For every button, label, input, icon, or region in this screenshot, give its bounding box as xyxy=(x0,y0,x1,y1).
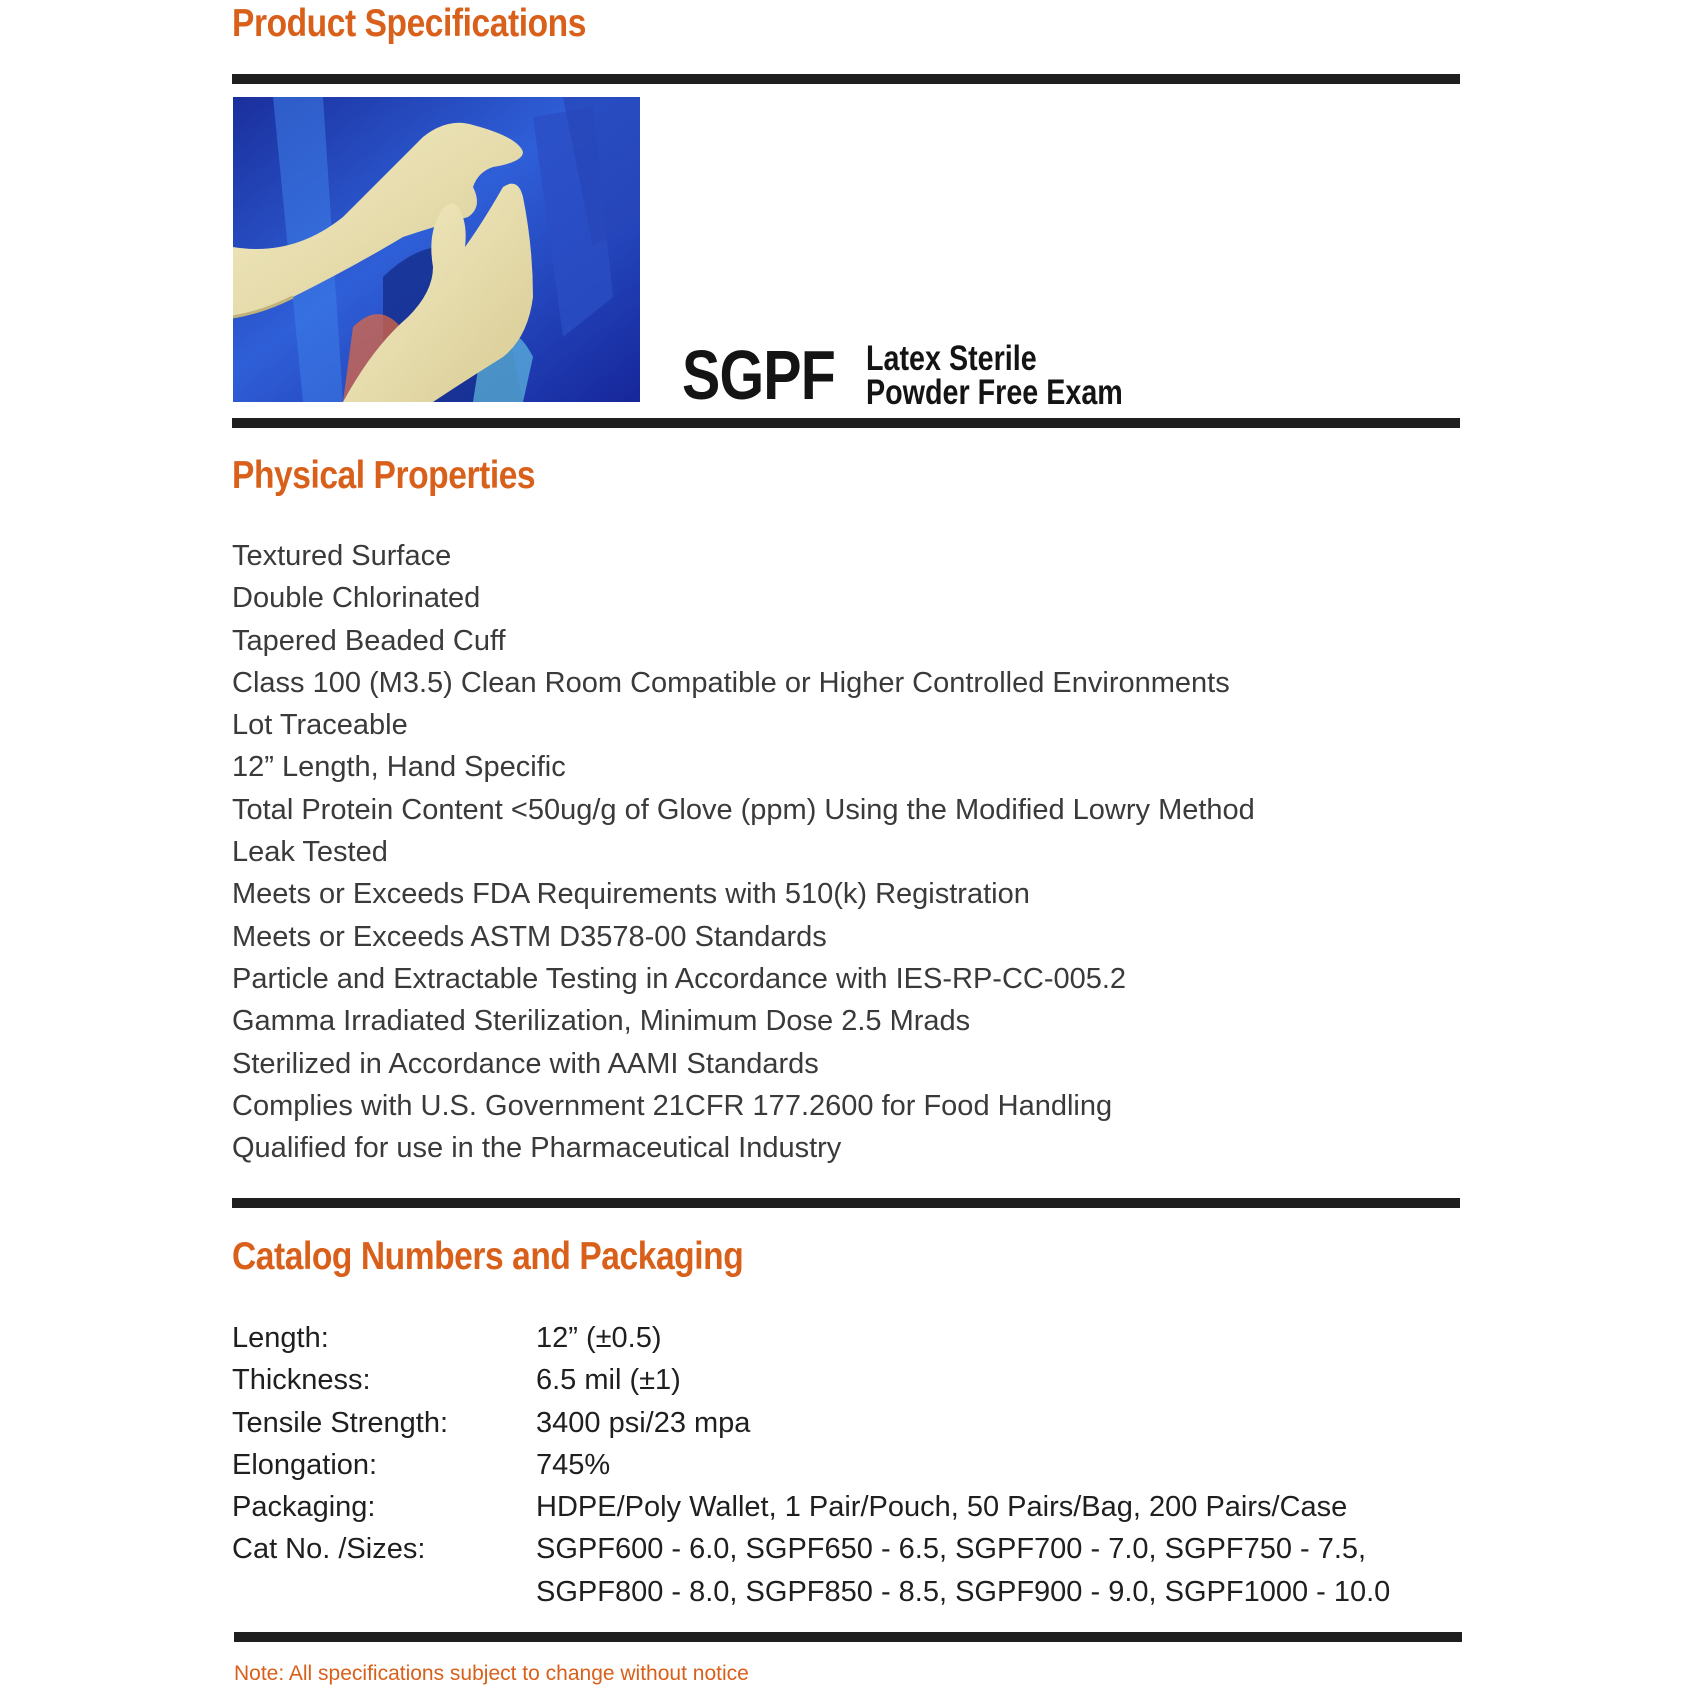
list-item: Meets or Exceeds ASTM D3578-00 Standards xyxy=(232,920,827,953)
list-item: Particle and Extractable Testing in Accordance with IES-RP-CC-005.2 xyxy=(232,962,1127,995)
table-row xyxy=(232,1444,1390,1486)
table-row xyxy=(232,1528,1390,1613)
list-item: Textured Surface xyxy=(232,540,452,572)
divider-header-bottom xyxy=(232,418,1460,428)
product-name xyxy=(866,339,1123,413)
spec-label: Length: xyxy=(232,1322,329,1354)
table-row xyxy=(232,1402,1390,1444)
spec-label: Elongation: xyxy=(232,1448,378,1481)
list-item: Qualified for use in the Pharmaceutical Industry xyxy=(232,1132,842,1165)
list-item: Complies with U.S. Government 21CFR 177.2600 for Food Handling xyxy=(232,1089,1113,1122)
divider-top xyxy=(232,74,1460,84)
list-item: Total Protein Content <50ug/g of Glove (ppm) Using the Modified Lowry Method xyxy=(232,793,1255,826)
spec-value: HDPE/Poly Wallet, 1 Pair/Pouch, 50 Pairs/Bag, 200 Pairs/Case xyxy=(536,1491,1348,1524)
list-item: Lot Traceable xyxy=(232,709,408,742)
spec-label: Cat No. /Sizes: xyxy=(232,1533,426,1566)
list-item: Meets or Exceeds FDA Requirements with 510(k) Registration xyxy=(232,878,1030,911)
spec-value: SGPF600 - 6.0, SGPF650 - 6.5, SGPF700 - 7.0, SGPF750 - 7.5, SGPF800 - 8.0, SGPF850 - 8.5, SGPF900 - 9.0, SGPF1000 - 10.0 xyxy=(536,1533,1391,1608)
table-row xyxy=(232,1317,1390,1359)
table-row xyxy=(232,1359,1390,1401)
list-item: Sterilized in Accordance with AAMI Standards xyxy=(232,1047,819,1080)
spec-value: 6.5 mil (±1) xyxy=(536,1364,681,1397)
spec-label: Packaging: xyxy=(232,1491,376,1524)
list-item: 12” Length, Hand Specific xyxy=(232,751,566,784)
list-item: Class 100 (M3.5) Clean Room Compatible or Higher Controlled Environments xyxy=(232,666,1230,699)
gloved-hands-image xyxy=(233,97,640,402)
product-photo xyxy=(233,97,640,402)
spec-value: 12” (±0.5) xyxy=(536,1322,662,1354)
physical-properties-list xyxy=(232,535,1255,1169)
list-item: Leak Tested xyxy=(232,836,388,869)
page-title: Product Specifications xyxy=(232,2,586,45)
product-name-line-2: Powder Free Exam xyxy=(866,373,1123,413)
table-row xyxy=(232,1486,1390,1528)
spec-label: Tensile Strength: xyxy=(232,1406,449,1439)
product-code: SGPF xyxy=(682,336,836,414)
disclaimer-note: Note: All specifications subject to change without notice xyxy=(234,1662,749,1685)
catalog-heading: Catalog Numbers and Packaging xyxy=(232,1235,744,1278)
product-name-line-1: Latex Sterile xyxy=(866,339,1037,378)
divider-properties-bottom xyxy=(232,1198,1460,1208)
list-item: Gamma Irradiated Sterilization, Minimum Dose 2.5 Mrads xyxy=(232,1005,971,1038)
divider-catalog-bottom xyxy=(234,1632,1462,1642)
spec-value: 745% xyxy=(536,1448,611,1481)
spec-value: 3400 psi/23 mpa xyxy=(536,1406,751,1439)
catalog-table xyxy=(232,1317,1390,1613)
list-item: Tapered Beaded Cuff xyxy=(232,624,506,657)
list-item: Double Chlorinated xyxy=(232,582,481,615)
spec-label: Thickness: xyxy=(232,1364,371,1397)
physical-properties-heading: Physical Properties xyxy=(232,454,536,497)
